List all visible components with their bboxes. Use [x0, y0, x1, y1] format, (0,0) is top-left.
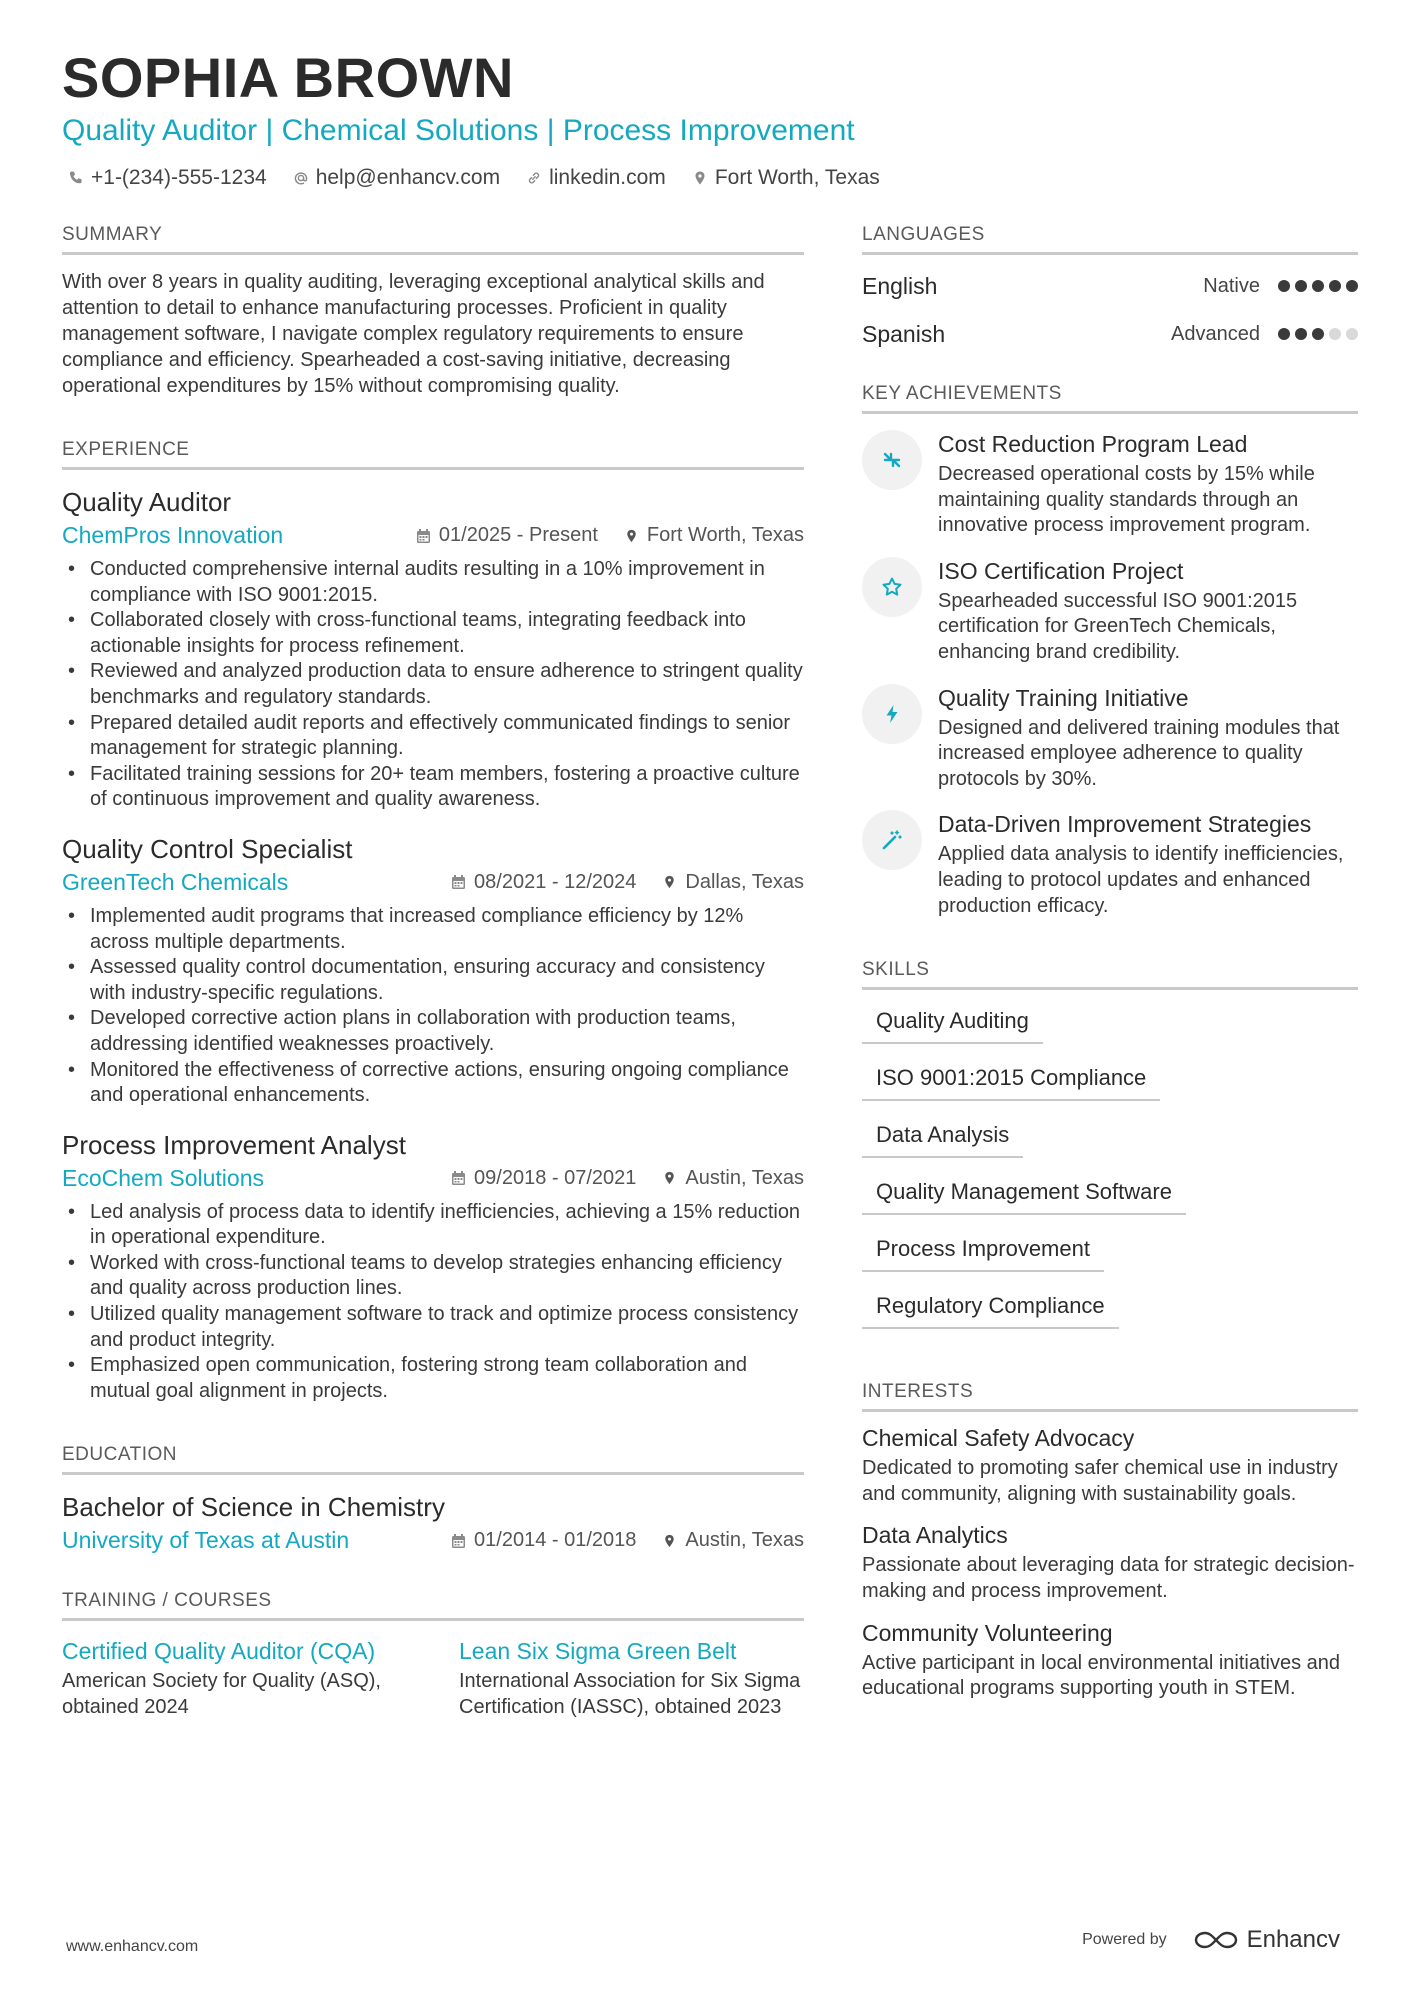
- achievement-title: Data-Driven Improvement Strategies: [938, 811, 1312, 838]
- achievement-item: [862, 684, 1358, 793]
- job-meta: [62, 1165, 804, 1192]
- job-bullet: • Developed corrective action plans in collaboration with production teams, addressing identified weaknesses proactively.: [62, 1006, 804, 1057]
- contact-location-text: Fort Worth, Texas: [714, 166, 880, 189]
- contact-bar: [68, 166, 880, 190]
- lightning-icon: [862, 684, 922, 744]
- job-bullet: • Reviewed and analyzed production data to ensure adherence to stringent quality benchmarks and regulatory standards.: [62, 659, 804, 710]
- experience-title: EXPERIENCE: [62, 439, 804, 470]
- achievement-desc: Spearheaded successful ISO 9001:2015 certification for GreenTech Chemicals, enhancing brand credibility.: [938, 589, 1298, 663]
- rating-dot-empty: [1346, 328, 1358, 340]
- education-dates: [451, 1529, 636, 1552]
- job-bullet: • Collaborated closely with cross-functional teams, integrating feedback into actionable insights for process refinement.: [62, 608, 804, 659]
- contact-linkedin[interactable]: [526, 166, 666, 190]
- education-section: [62, 1444, 804, 1554]
- achievement-item: [862, 557, 1358, 666]
- job-location-text: Austin, Texas: [685, 1166, 804, 1189]
- interest-desc: Dedicated to promoting safer chemical use in industry and community, aligning with sustainability goals.: [862, 1457, 1338, 1505]
- skill-tag: Data Analysis: [862, 1118, 1023, 1158]
- skill-list: [862, 1004, 1358, 1329]
- education-title: EDUCATION: [62, 1444, 804, 1475]
- rating-dot-filled: [1329, 280, 1341, 292]
- location-pin-icon: [692, 170, 708, 186]
- summary-title: SUMMARY: [62, 224, 804, 255]
- company-name: ChemPros Innovation: [62, 522, 284, 548]
- training-section: [62, 1590, 804, 1720]
- interest-desc: Active participant in local environmental initiatives and educational programs supporting youth in STEM.: [862, 1651, 1341, 1700]
- rating-dots: [1278, 280, 1358, 292]
- calendar-icon: [451, 1533, 466, 1549]
- achievements-title: KEY ACHIEVEMENTS: [862, 383, 1358, 414]
- headline: Quality Auditor | Chemical Solutions | Process Improvement: [62, 114, 855, 147]
- at-icon: [293, 170, 309, 186]
- achievement-item: [862, 810, 1358, 919]
- trend-arrows-icon: [862, 430, 922, 490]
- education-details: [451, 1529, 804, 1552]
- job-bullet: • Prepared detailed audit reports and effectively communicated findings to senior management for strategic planning.: [62, 711, 804, 762]
- language-item: [862, 317, 1358, 351]
- rating-dot-filled: [1278, 280, 1290, 292]
- enhancv-logo[interactable]: [1193, 1926, 1340, 1954]
- interest-item: [862, 1619, 1358, 1702]
- candidate-name: SOPHIA BROWN: [62, 46, 514, 109]
- language-name: English: [862, 272, 938, 299]
- interest-item: [862, 1521, 1358, 1604]
- contact-email[interactable]: [293, 166, 500, 190]
- job-bullets: [62, 557, 804, 813]
- education-location: [662, 1529, 804, 1552]
- experience-item: [62, 833, 804, 1109]
- education-item: [62, 1491, 804, 1554]
- interest-item: [862, 1424, 1358, 1507]
- job-location: [624, 524, 804, 547]
- job-details: [451, 1167, 804, 1190]
- experience-section: [62, 439, 804, 1404]
- achievement-desc: Applied data analysis to identify inefficiencies, leading to protocol updates and enhanced production efficacy.: [938, 843, 1344, 917]
- languages-section: [862, 224, 1358, 351]
- right-column: [862, 224, 1358, 1702]
- rating-dots: [1278, 328, 1358, 340]
- calendar-icon: [416, 528, 431, 544]
- contact-email-text: help@enhancv.com: [315, 166, 501, 189]
- location-pin-icon: [662, 874, 677, 890]
- education-dates-text: 01/2014 - 01/2018: [474, 1529, 637, 1552]
- interests-section: [862, 1381, 1358, 1702]
- skill-tag: Process Improvement: [862, 1232, 1104, 1272]
- job-dates: [451, 871, 636, 894]
- job-bullet: • Emphasized open communication, fostering strong team collaboration and mutual goal alignment in projects.: [62, 1353, 804, 1404]
- education-meta: [62, 1527, 804, 1554]
- achievement-desc: Decreased operational costs by 15% while maintaining quality standards through an innovative process improvement program.: [938, 463, 1315, 537]
- languages-title: LANGUAGES: [862, 224, 1358, 255]
- company-name: GreenTech Chemicals: [62, 868, 289, 895]
- skills-section: [862, 959, 1358, 1329]
- location-pin-icon: [662, 1170, 677, 1186]
- job-dates-text: 09/2018 - 07/2021: [474, 1166, 637, 1189]
- skills-title: SKILLS: [862, 959, 1358, 990]
- phone-icon: [68, 170, 84, 186]
- language-proficiency: [1203, 275, 1358, 298]
- contact-phone: [68, 166, 267, 190]
- achievements-section: [862, 383, 1358, 919]
- job-details: [451, 871, 804, 894]
- calendar-icon: [451, 1170, 466, 1186]
- job-bullet: • Led analysis of process data to identify inefficiencies, achieving a 15% reduction in operational expenditure.: [62, 1200, 804, 1251]
- language-level: Advanced: [1171, 322, 1260, 345]
- link-icon: [526, 170, 542, 186]
- footer-branding: [1082, 1926, 1340, 1954]
- job-bullet: • Implemented audit programs that increased compliance efficiency by 12% across multiple departments.: [62, 904, 804, 955]
- interest-title: Data Analytics: [862, 1522, 1008, 1549]
- course-title: Lean Six Sigma Green Belt: [459, 1638, 737, 1665]
- skill-tag: Regulatory Compliance: [862, 1289, 1119, 1329]
- job-location-text: Dallas, Texas: [685, 870, 804, 893]
- job-meta: [62, 522, 804, 549]
- language-level: Native: [1203, 274, 1260, 297]
- education-location-text: Austin, Texas: [685, 1529, 804, 1552]
- achievement-item: [862, 430, 1358, 539]
- job-location: [662, 1167, 804, 1190]
- location-pin-icon: [662, 1533, 677, 1549]
- contact-linkedin-text: linkedin.com: [549, 166, 666, 189]
- powered-by-text: Powered by: [1082, 1931, 1167, 1948]
- footer-website[interactable]: www.enhancv.com: [66, 1938, 199, 1955]
- job-bullet: • Conducted comprehensive internal audits resulting in a 10% improvement in compliance with ISO 9001:2015.: [62, 557, 804, 608]
- language-item: [862, 269, 1358, 303]
- job-bullet: • Worked with cross-functional teams to develop strategies enhancing efficiency and quality across production lines.: [62, 1251, 804, 1302]
- course-desc: International Association for Six Sigma Certification (IASSC), obtained 2023: [459, 1670, 801, 1719]
- job-bullets: [62, 904, 804, 1109]
- rating-dot-filled: [1278, 328, 1290, 340]
- achievement-title: Quality Training Initiative: [938, 684, 1189, 711]
- course-item: [459, 1637, 804, 1720]
- contact-location: [692, 166, 880, 190]
- job-dates: [416, 524, 598, 547]
- job-title: Quality Auditor: [62, 487, 232, 517]
- skill-tag: Quality Management Software: [862, 1175, 1186, 1215]
- interest-title: Community Volunteering: [862, 1619, 1113, 1646]
- course-desc: American Society for Quality (ASQ), obtained 2024: [62, 1670, 381, 1719]
- infinity-logo-icon: [1193, 1929, 1239, 1951]
- job-details: [416, 524, 804, 547]
- job-bullet: • Monitored the effectiveness of corrective actions, ensuring ongoing compliance and operational enhancements.: [62, 1058, 804, 1109]
- summary-section: [62, 224, 804, 399]
- school-name: University of Texas at Austin: [62, 1527, 350, 1554]
- magic-wand-icon: [862, 810, 922, 870]
- course-item: [62, 1637, 407, 1720]
- skill-tag: ISO 9001:2015 Compliance: [862, 1061, 1160, 1101]
- company-name: EcoChem Solutions: [62, 1164, 264, 1191]
- experience-item: [62, 486, 804, 813]
- degree: Bachelor of Science in Chemistry: [62, 1492, 445, 1523]
- course-list: [62, 1637, 804, 1720]
- contact-phone-text: +1-(234)-555-1234: [91, 166, 267, 189]
- interest-desc: Passionate about leveraging data for strategic decision-making and process improvement.: [862, 1554, 1355, 1602]
- achievement-title: ISO Certification Project: [938, 557, 1184, 584]
- job-meta: [62, 869, 804, 896]
- calendar-icon: [451, 874, 466, 890]
- language-proficiency: [1171, 323, 1358, 346]
- job-location-text: Fort Worth, Texas: [646, 524, 804, 546]
- interests-title: INTERESTS: [862, 1381, 1358, 1412]
- job-dates: [451, 1167, 636, 1190]
- course-title: Certified Quality Auditor (CQA): [62, 1638, 376, 1665]
- job-bullet: • Assessed quality control documentation, ensuring accuracy and consistency with industry-specific regulations.: [62, 955, 804, 1006]
- skill-tag: Quality Auditing: [862, 1004, 1043, 1044]
- experience-item: [62, 1129, 804, 1405]
- rating-dot-empty: [1329, 328, 1341, 340]
- rating-dot-filled: [1346, 280, 1358, 292]
- achievement-title: Cost Reduction Program Lead: [938, 431, 1248, 457]
- interest-title: Chemical Safety Advocacy: [862, 1425, 1135, 1452]
- training-title: TRAINING / COURSES: [62, 1590, 804, 1621]
- job-title: Quality Control Specialist: [62, 833, 353, 864]
- summary-text: With over 8 years in quality auditing, leveraging exceptional analytical skills and attention to detail to enhance manufacturing processes. Proficient in quality management software, I navigate complex regulatory requirements to ensure compliance and efficiency. Spearheaded a cost-saving initiative, decreasing operational expenditures by 15% without compromising quality.: [62, 271, 765, 397]
- language-name: Spanish: [862, 320, 946, 347]
- job-location: [662, 871, 804, 894]
- star-icon: [862, 557, 922, 617]
- job-bullets: [62, 1200, 804, 1405]
- achievement-desc: Designed and delivered training modules that increased employee adherence to quality protocols by 30%.: [938, 716, 1340, 790]
- left-column: [62, 224, 804, 1721]
- brand-name: Enhancv: [1246, 1926, 1340, 1953]
- rating-dot-filled: [1312, 328, 1324, 340]
- job-bullet: • Facilitated training sessions for 20+ team members, fostering a proactive culture of continuous improvement and quality awareness.: [62, 762, 804, 813]
- job-title: Process Improvement Analyst: [62, 1129, 406, 1160]
- job-dates-text: 08/2021 - 12/2024: [474, 870, 637, 893]
- rating-dot-filled: [1312, 280, 1324, 292]
- rating-dot-filled: [1295, 328, 1307, 340]
- location-pin-icon: [624, 528, 639, 544]
- rating-dot-filled: [1295, 280, 1307, 292]
- job-bullet: • Utilized quality management software to track and optimize process consistency and product integrity.: [62, 1302, 804, 1353]
- job-dates-text: 01/2025 - Present: [438, 524, 598, 546]
